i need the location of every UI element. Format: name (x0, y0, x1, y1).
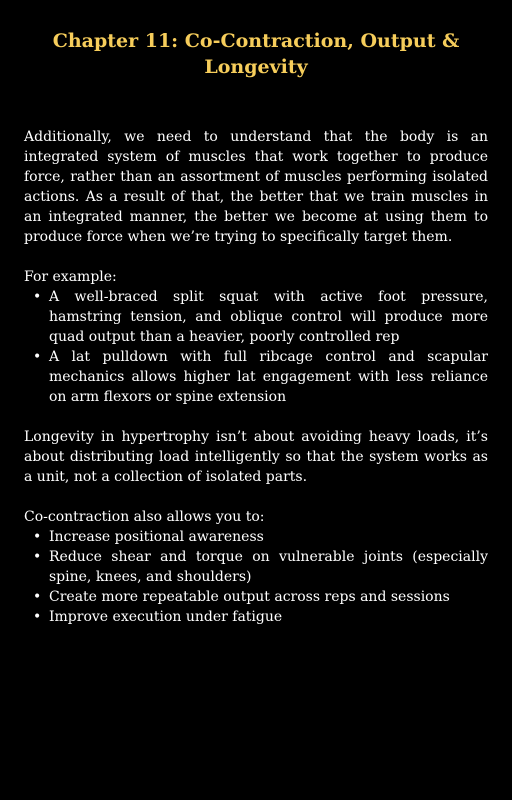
bullet-icon: • (33, 529, 42, 545)
examples-list (24, 287, 488, 407)
list-item (24, 607, 488, 627)
list-item-text: Reduce shear and torque on vulnerable joints (especially spine, knees, and shoulders) (49, 549, 488, 585)
examples-intro: For example: (24, 269, 117, 285)
benefits-list (24, 527, 488, 627)
bullet-icon: • (33, 549, 42, 565)
list-item (24, 547, 488, 587)
list-item (24, 287, 488, 347)
bullet-icon: • (33, 289, 42, 305)
list-item (24, 347, 488, 407)
paragraph-gap (24, 487, 488, 507)
list-item-text: A well-braced split squat with active foot pressure, hamstring tension, and oblique control will produce more quad output than a heavier, poorly controlled rep (49, 289, 488, 345)
bullet-icon: • (33, 609, 42, 625)
longevity-paragraph: Longevity in hypertrophy isn’t about avoiding heavy loads, it’s about distributing load intelligently so that the system works as a unit, not a collection of isolated parts. (24, 429, 488, 485)
paragraph-gap (24, 247, 488, 267)
list-item-text: Improve execution under fatigue (49, 609, 283, 625)
chapter-body (24, 127, 488, 627)
benefits-intro: Co-contraction also allows you to: (24, 509, 265, 525)
list-item (24, 587, 488, 607)
intro-paragraph: Additionally, we need to understand that the body is an integrated system of muscles that work together to produce force, rather than an assortment of muscles performing isolated actions. As a result of that, the better that we train muscles in an integrated manner, the better we become at using them to produce force when we’re trying to specifically target them. (24, 129, 488, 245)
list-item-text: A lat pulldown with full ribcage control and scapular mechanics allows higher lat engagement with less reliance on arm flexors or spine extension (49, 349, 488, 405)
list-item-text: Create more repeatable output across reps and sessions (49, 589, 450, 605)
list-item (24, 527, 488, 547)
bullet-icon: • (33, 589, 42, 605)
list-item-text: Increase positional awareness (49, 529, 264, 545)
paragraph-gap (24, 407, 488, 427)
bullet-icon: • (33, 349, 42, 365)
chapter-title: Chapter 11: Co-Contraction, Output & Longevity (52, 30, 460, 78)
